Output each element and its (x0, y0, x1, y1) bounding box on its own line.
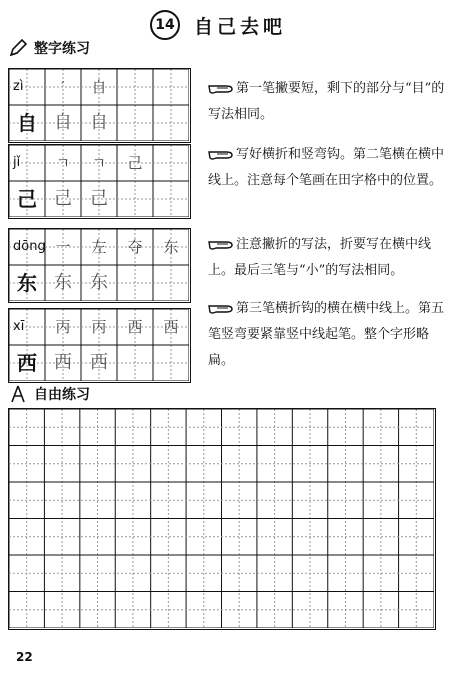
stroke-order-step: ㄱ (91, 154, 107, 172)
page-number: 22 (16, 650, 33, 664)
model-character: 自 (17, 111, 37, 135)
tip-3: 注意撇折的写法，折要写在横中线上。最后三笔与“小”的写法相同。 (208, 237, 432, 278)
stroke-order-step: 一 (55, 238, 71, 256)
stroke-order-step: 自 (91, 78, 107, 96)
stroke-order-step: ㄱ (55, 154, 71, 172)
pointing-hand-icon (208, 148, 234, 162)
free-section-header (8, 384, 90, 404)
pinyin-label: zì (13, 79, 24, 94)
pinyin-label: xī (13, 319, 25, 334)
stroke-order-step: 左 (91, 238, 107, 256)
pinyin-label: dōng (13, 239, 46, 254)
tracing-character: 己 (90, 188, 108, 209)
lesson-number: 14 (150, 10, 180, 40)
stroke-order-step: 夺 (127, 238, 143, 256)
practice-section-header (8, 38, 90, 58)
stroke-order-step: 东 (163, 238, 179, 256)
tracing-character: 西 (90, 352, 108, 373)
compass-icon (8, 384, 28, 404)
model-character: 东 (17, 271, 37, 295)
tracing-character: 己 (54, 188, 72, 209)
stroke-order-step: 西 (163, 318, 179, 336)
tracing-character: 东 (54, 272, 72, 293)
model-character: 西 (17, 351, 37, 375)
tip-1: 第一笔撇要短，剩下的部分与“目”的写法相同。 (208, 81, 445, 122)
pointing-hand-icon (208, 302, 234, 316)
stroke-order-step: 丙 (55, 318, 71, 336)
tip-2: 写好横折和竖弯钩。第二笔横在横中线上。注意每个笔画在田字格中的位置。 (208, 147, 445, 188)
lesson-title (150, 8, 286, 42)
stroke-order-step: 己 (127, 154, 143, 172)
pinyin-label: jǐ (13, 155, 21, 170)
char-practice-grid (8, 308, 191, 383)
model-character: 己 (17, 187, 37, 211)
pointing-hand-icon (208, 238, 234, 252)
practice-section-title: 整字练习 (34, 41, 90, 57)
free-practice-grid (8, 408, 436, 630)
tracing-character: 东 (90, 272, 108, 293)
tracing-character: 自 (54, 112, 72, 133)
free-grid-lines (9, 409, 434, 628)
pencil-icon (8, 38, 28, 58)
stroke-order-step: 西 (127, 318, 143, 336)
tip-4: 第三笔横折钩的横在横中线上。第五笔竖弯要紧靠竖中线起笔。整个字形略扁。 (208, 301, 445, 368)
stroke-order-step: 丙 (91, 318, 107, 336)
tracing-character: 西 (54, 352, 72, 373)
char-practice-grid (8, 68, 191, 143)
lesson-name: 自己去吧 (194, 15, 287, 38)
char-practice-grid (8, 144, 191, 219)
free-section-title: 自由练习 (34, 387, 90, 403)
pointing-hand-icon (208, 82, 234, 96)
tracing-character: 自 (90, 112, 108, 133)
stroke-order-step: ′ (61, 78, 65, 96)
char-practice-grid (8, 228, 191, 303)
